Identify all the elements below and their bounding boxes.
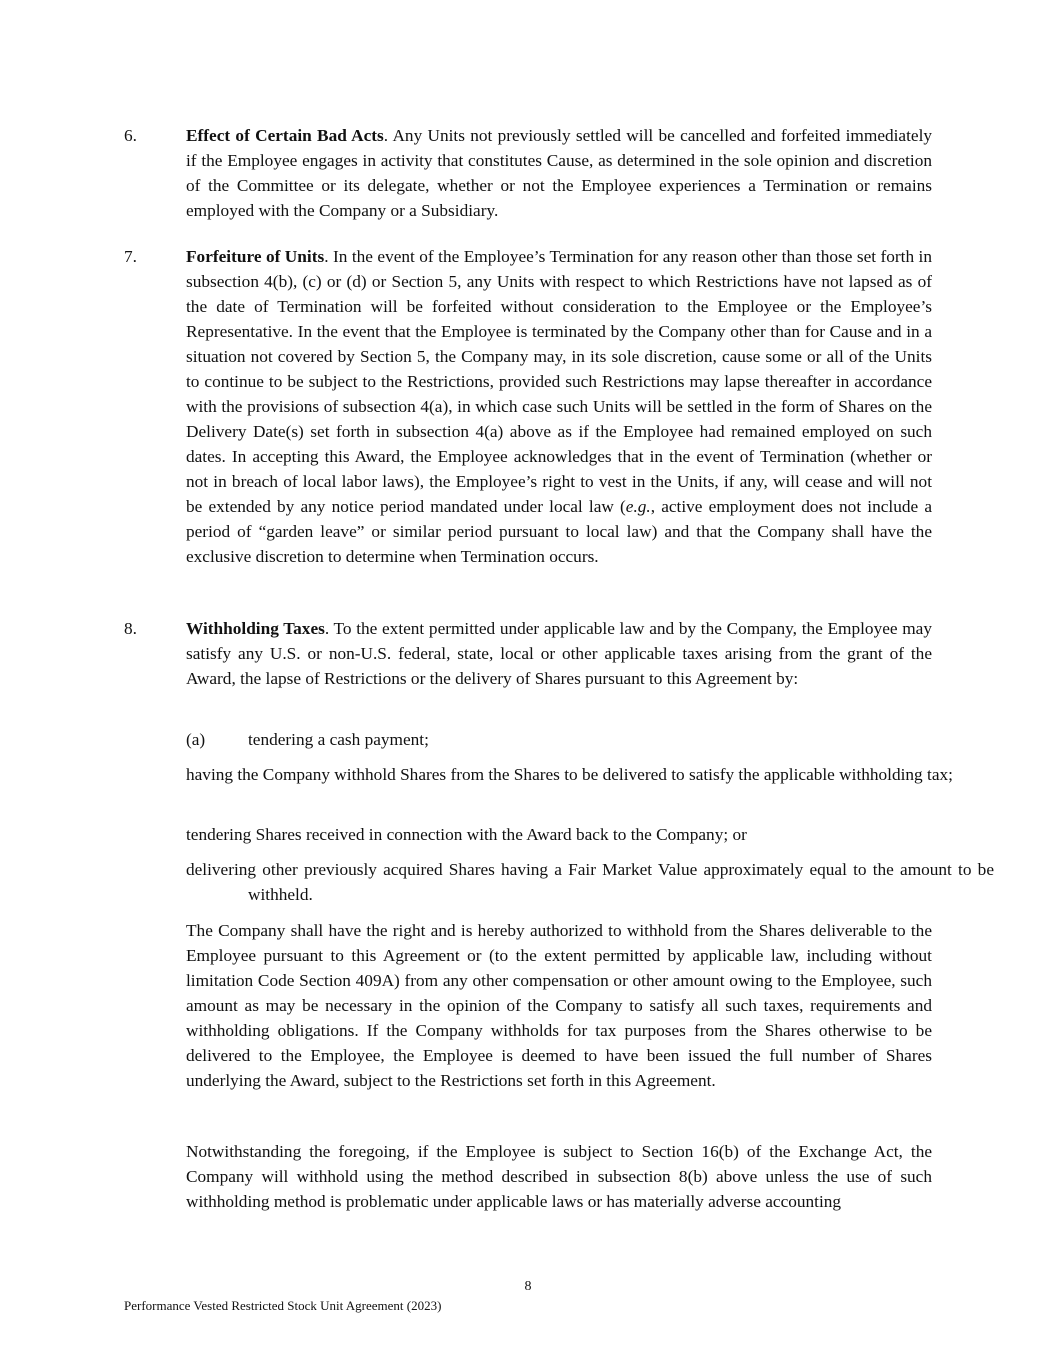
list-item-text: tendering a cash payment; — [248, 730, 429, 749]
list-item — [186, 857, 994, 907]
section-text: . In the event of the Employee’s Termination for any reason other than those set forth in subsection 4(b), (c) or (d) or Section 5, any Units with respect to which Restrictions have not lapsed as of the date of Termination will be forfeited without consideration to the Employee or the Employee’s Representative. In the event that the Employee is terminated by the Company other than for Cause and in a situation not covered by Section 5, the Company may, in its sole discretion, cause some or all of the Units to continue to be subject to the Restrictions, provided such Restrictions may lapse thereafter in accordance with the provisions of subsection 4(a), in which case such Units will be settled in the form of Shares on the Delivery Date(s) set forth in subsection 4(a) above as if the Employee had remained employed on such dates. In accepting this Award, the Employee acknowledges that in the event of Termination (whether or not in breach of local labor laws), the Employee’s right to vest in the Units, if any, will cease and will not be extended by any notice period mandated under local law ( — [186, 247, 932, 516]
list-item-text: tendering Shares received in connection with the Award back to the Company; or — [186, 825, 747, 844]
list-item-text: delivering other previously acquired Shares having a Fair Market Value approximately equal to the amount to be withheld. — [186, 860, 994, 904]
section-number: 7. — [124, 247, 137, 266]
section-7 — [124, 244, 932, 569]
section-text: , active employment does not include a period of “garden leave” or similar period pursuant to local law) and that the Company shall have the exclusive discretion to determine when Termination occurs. — [186, 497, 932, 566]
section-text-italic: e.g. — [625, 497, 651, 516]
list-item-text: having the Company withhold Shares from the Shares to be delivered to satisfy the applicable withholding tax; — [186, 765, 953, 784]
section-title: Withholding Taxes — [186, 619, 325, 638]
section-8 — [124, 616, 932, 691]
page-number: 8 — [524, 1279, 532, 1294]
paragraph: The Company shall have the right and is hereby authorized to withhold from the Shares deliverable to the Employee pursuant to this Agreement or (to the extent permitted by applicable law, including without limitation Code Section 409A) from any other compensation or other amount owing to the Employee, such amount as may be necessary in the opinion of the Company to satisfy all such taxes, requirements and withholding obligations. If the Company withholds for tax purposes from the Shares otherwise to be delivered to the Employee, the Employee is deemed to have been issued the full number of Shares underlying the Award, subject to the Restrictions set forth in this Agreement. — [186, 921, 932, 1090]
section-text: . To the extent permitted under applicable law and by the Company, the Employee may satisfy any U.S. or non-U.S. federal, state, local or other applicable taxes arising from the grant of the Award, the lapse of Restrictions or the delivery of Shares pursuant to this Agreement by: — [186, 619, 932, 688]
section-text: . Any Units not previously settled will be cancelled and forfeited immediately if the Employee engages in activity that constitutes Cause, as determined in the sole opinion and discretion of the Committee or its delegate, whether or not the Employee experiences a Termination or remains employed with the Company or a Subsidiary. — [186, 126, 933, 220]
list-item — [186, 822, 994, 847]
list-item-label: (a) — [186, 730, 206, 749]
section-6 — [124, 123, 932, 223]
section-body — [186, 244, 932, 569]
section-title: Effect of Certain Bad Acts — [186, 126, 384, 145]
section-number: 8. — [124, 619, 137, 638]
page-footer: Performance Vested Restricted Stock Unit Agreement (2023) — [124, 1298, 442, 1313]
paragraph: Notwithstanding the foregoing, if the Employee is subject to Section 16(b) of the Exchange Act, the Company will withhold using the method described in subsection 8(b) above unless the use of such withholding method is problematic under applicable laws or has materially adverse accounting — [186, 1142, 932, 1211]
section-title: Forfeiture of Units — [186, 247, 325, 266]
list-item — [186, 727, 932, 752]
section-body — [186, 123, 932, 223]
section-number: 6. — [124, 126, 137, 145]
list-item — [186, 762, 994, 787]
section-body — [186, 616, 932, 691]
